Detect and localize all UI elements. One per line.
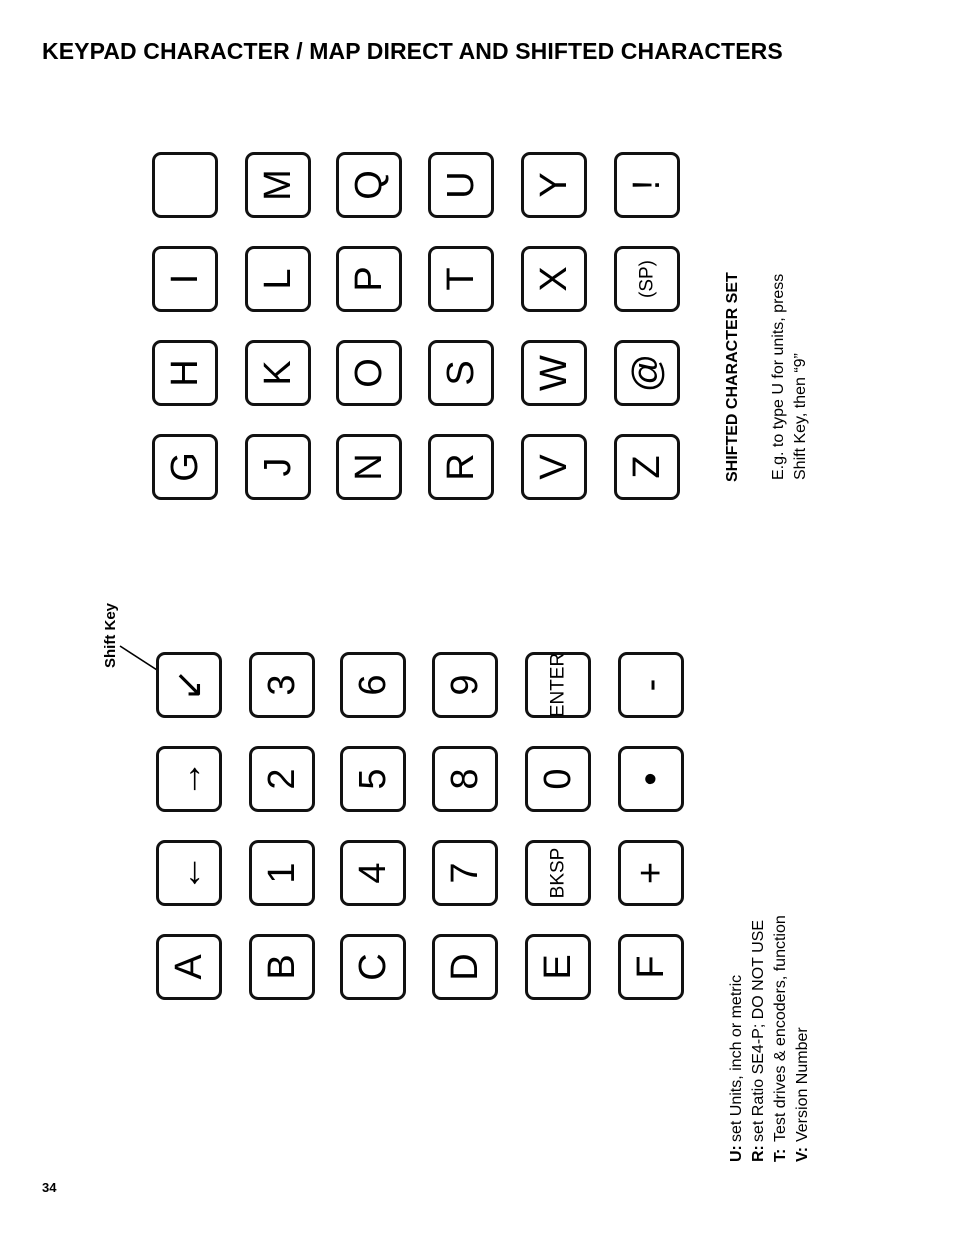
key-label: ENTER: [547, 652, 569, 718]
key-label: O: [348, 358, 390, 388]
key-label: L: [257, 268, 299, 290]
keypad-key: [245, 434, 311, 500]
keypad-key: [614, 434, 680, 500]
keypad-key: [340, 746, 406, 812]
keypad-key: [340, 652, 406, 718]
keypad-key: [152, 340, 218, 406]
shifted-note-line-1: E.g. to type U for units, press: [770, 273, 787, 480]
key-label: 3: [261, 674, 303, 696]
keypad-key: [249, 934, 315, 1000]
shift-key-label: Shift Key: [102, 602, 119, 668]
keypad-key: [525, 746, 591, 812]
keypad-key: [428, 340, 494, 406]
key-label: -: [630, 678, 672, 692]
shifted-set-title: SHIFTED CHARACTER SET: [724, 272, 741, 482]
key-label: 2: [261, 768, 303, 790]
keypad-key: [428, 152, 494, 218]
keypad-key: [340, 840, 406, 906]
legend-key: T:: [772, 1148, 789, 1162]
keypad-key: [614, 152, 680, 218]
key-label: E: [537, 954, 579, 980]
keypad-key: [156, 652, 222, 718]
key-label: ←: [168, 854, 210, 892]
keypad-key: [521, 340, 587, 406]
keypad-key: [156, 746, 222, 812]
key-label: 0: [537, 768, 579, 790]
legend-text: set Units, inch or metric: [728, 974, 745, 1142]
key-label: F: [630, 955, 672, 979]
keypad-key: [336, 246, 402, 312]
keypad-key: [618, 746, 684, 812]
legend-row: [792, 915, 814, 1162]
page-title: KEYPAD CHARACTER / MAP DIRECT AND SHIFTED CHARACTERS: [42, 38, 783, 64]
key-label: U: [440, 171, 482, 199]
key-label: +: [630, 861, 672, 885]
keypad-key: [336, 152, 402, 218]
key-label: P: [348, 266, 390, 292]
keypad-key: [614, 340, 680, 406]
keypad-key: [618, 934, 684, 1000]
keypad-key: [521, 434, 587, 500]
legend-row: [748, 915, 770, 1162]
key-label: C: [352, 953, 394, 981]
key-label: W: [533, 355, 575, 391]
key-label: 6: [352, 674, 394, 696]
keypad-key: [525, 934, 591, 1000]
legend-row: [770, 915, 792, 1162]
keypad-key: [340, 934, 406, 1000]
keypad-key: [249, 652, 315, 718]
key-label: N: [348, 453, 390, 481]
shifted-set-note: [768, 274, 812, 480]
keypad-key: [249, 746, 315, 812]
keypad-key: [156, 934, 222, 1000]
key-label: Z: [626, 455, 668, 479]
key-label: Q: [348, 170, 390, 200]
keypad-key: [152, 152, 218, 218]
key-label: A: [168, 954, 210, 980]
shifted-note-line-2: Shift Key, then “9”: [792, 353, 809, 480]
key-label: D: [444, 953, 486, 981]
keypad-key: [432, 746, 498, 812]
keypad-key: [521, 152, 587, 218]
keypad-key: [156, 840, 222, 906]
legend-key: R:: [750, 1145, 767, 1162]
keypad-key: [245, 340, 311, 406]
keypad-key: [249, 840, 315, 906]
keypad-key: [525, 840, 591, 906]
keypad-key: [245, 246, 311, 312]
legend-key: V:: [794, 1146, 811, 1162]
key-label: !: [626, 179, 668, 191]
keypad-key: [525, 652, 591, 718]
key-label: 4: [352, 862, 394, 884]
keypad-key: [614, 246, 680, 312]
keypad-key: [428, 434, 494, 500]
keypad-key: [336, 340, 402, 406]
key-label: T: [440, 267, 482, 291]
legend-text: Test drives & encoders, function: [772, 915, 789, 1142]
key-label: ↙: [168, 669, 210, 701]
key-label: 9: [444, 674, 486, 696]
keypad-key: [521, 246, 587, 312]
key-label: →: [168, 760, 210, 798]
key-label: 5: [352, 768, 394, 790]
legend-text: set Ratio SE4-P; DO NOT USE: [750, 920, 767, 1142]
key-label: J: [257, 457, 299, 477]
key-label: S: [440, 360, 482, 386]
key-label: BKSP: [547, 847, 569, 899]
keypad-key: [152, 434, 218, 500]
command-legend: [726, 915, 814, 1162]
key-label: 7: [444, 862, 486, 884]
key-label: V: [533, 454, 575, 480]
legend-row: [726, 915, 748, 1162]
key-label: •: [630, 772, 672, 786]
key-label: H: [164, 359, 206, 387]
key-label: R: [440, 453, 482, 481]
keypad-key: [618, 840, 684, 906]
keypad-key: [618, 652, 684, 718]
keypad-key: [432, 934, 498, 1000]
keypad-key: [336, 434, 402, 500]
keypad-key: [432, 652, 498, 718]
key-label: Y: [533, 172, 575, 198]
key-label: B: [261, 954, 303, 980]
key-label: 8: [444, 768, 486, 790]
page-number: 34: [42, 1180, 57, 1195]
key-label: K: [257, 360, 299, 386]
keypad-key: [245, 152, 311, 218]
key-label: (SP): [636, 260, 658, 298]
keypad-key: [428, 246, 494, 312]
key-label: X: [533, 266, 575, 292]
legend-text: Version Number: [794, 1027, 811, 1142]
keypad-key: [152, 246, 218, 312]
key-label: G: [164, 452, 206, 482]
key-label: M: [257, 169, 299, 201]
key-label: @: [626, 353, 668, 393]
key-label: 1: [261, 862, 303, 884]
key-label: I: [164, 273, 206, 285]
legend-key: U:: [728, 1145, 745, 1162]
keypad-key: [432, 840, 498, 906]
